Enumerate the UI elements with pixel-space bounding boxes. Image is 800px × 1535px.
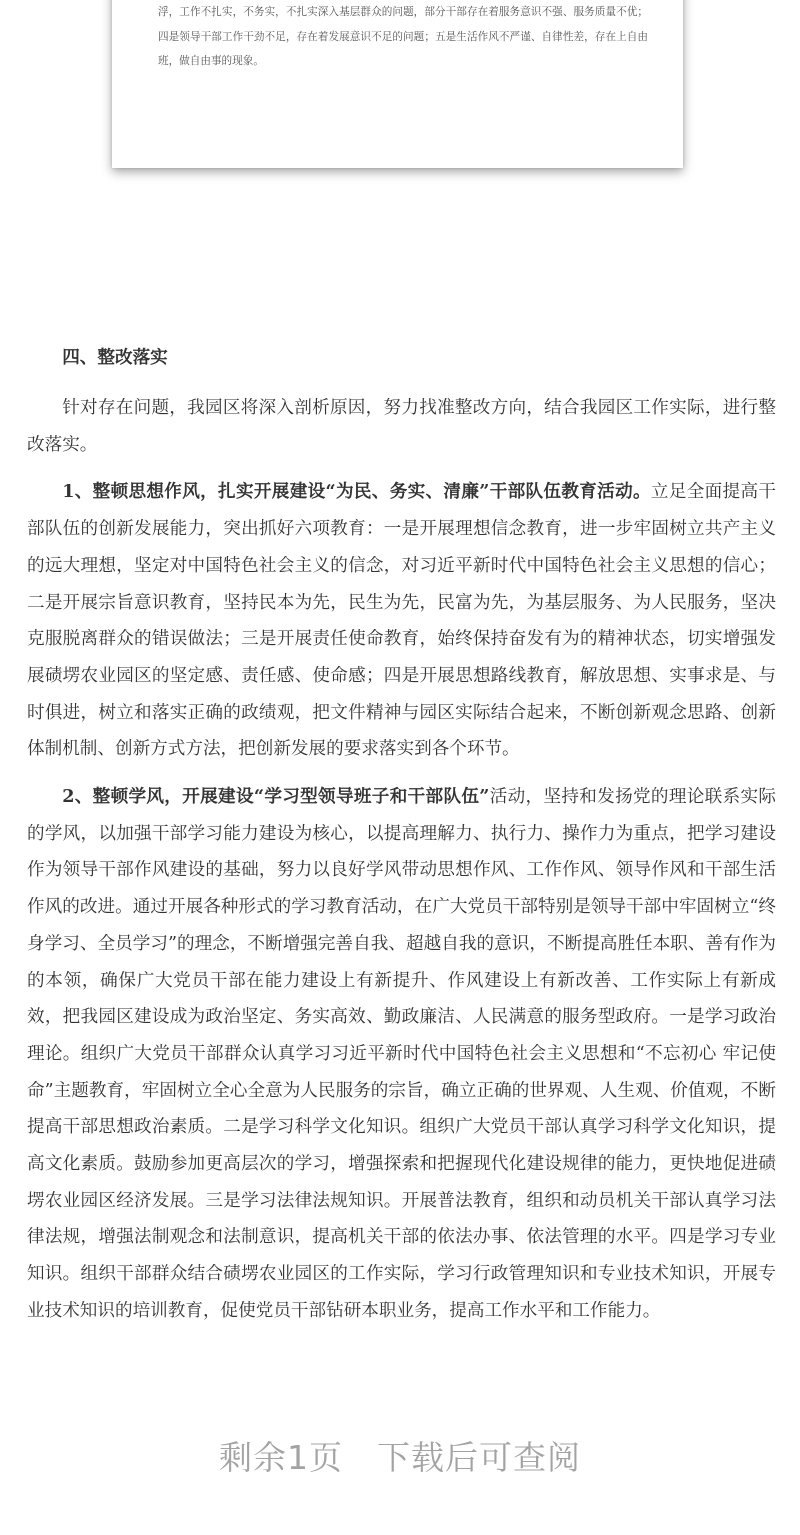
paragraph-item-2 xyxy=(27,779,776,1330)
item-1-title: 1、整顿思想作风，扎实开展建设“为民、务实、清廉”干部队伍教育活动。 xyxy=(62,481,651,503)
section-heading: 四、整改落实 xyxy=(62,347,168,368)
preview-page-card xyxy=(112,0,683,168)
download-hint-label[interactable]: 下载后可查阅 xyxy=(377,1438,581,1477)
download-prompt[interactable] xyxy=(0,1432,800,1479)
item-2-body: 活动，坚持和发扬党的理论联系实际的学风，以加强干部学习能力建设为核心，以提高理解力、执行力、操作力为重点，把学习建设作为领导干部作风建设的基础，努力以良好学风带动思想作风、工作作风、领导作风和干部生活作风的改进。通过开展各种形式的学习教育活动，在广大党员干部特别是领导干部中牢固树立“终身学习、全员学习”的理念，不断增强完善自我、超越自我的意识，不断提高胜任本职、善有作为的本领，确保广大党员干部在能力建设上有新提升、作风建设上有新改善、工作实际上有新成效，把我园区建设成为政治坚定、务实高效、勤政廉洁、人民满意的服务型政府。一是学习政治理论。组织广大党员干部群众认真学习习近平新时代中国特色社会主义思想和“不忘初心 牢记使命”主题教育，牢固树立全心全意为人民服务的宗旨，确立正确的世界观、人生观、价值观，不断提高干部思想政治素质。二是学习科学文化知识。组织广大党员干部认真学习科学文化知识，提高文化素质。鼓励参加更高层次的学习，增强探索和把握现代化建设规律的能力，更快地促进碛塄农业园区经济发展。三是学习法律法规知识。开展普法教育，组织和动员机关干部认真学习法律法规，增强法制观念和法制意识，提高机关干部的依法办事、依法管理的水平。四是学习专业知识。组织干部群众结合碛塄农业园区的工作实际，学习行政管理知识和专业技术知识，开展专业技术知识的培训教育，促使党员干部钻研本职业务，提高工作水平和工作能力。 xyxy=(27,787,776,1321)
item-1-body: 立足全面提高干部队伍的创新发展能力，突出抓好六项教育：一是开展理想信念教育，进一步牢固树立共产主义的远大理想，坚定对中国特色社会主义的信念，对习近平新时代中国特色社会主义思想的信心；二是开展宗旨意识教育，坚持民本为先，民生为先，民富为先，为基层服务、为人民服务，坚决克服脱离群众的错误做法；三是开展责任使命教育，始终保持奋发有为的精神状态，切实增强发展碛塄农业园区的坚定感、责任感、使命感；四是开展思想路线教育，解放思想、实事求是、与时俱进，树立和落实正确的政绩观，把文件精神与园区实际结合起来，不断创新观念思路、创新体制机制、创新方式方法，把创新发展的要求落实到各个环节。 xyxy=(27,482,776,760)
paragraph-item-1 xyxy=(27,474,776,768)
item-2-title: 2、整顿学风，开展建设“学习型领导班子和干部队伍” xyxy=(62,786,490,808)
remaining-pages-label: 剩余1页 xyxy=(219,1438,343,1477)
intro-paragraph: 针对存在问题，我园区将深入剖析原因，努力找准整改方向，结合我园区工作实际，进行整改落实。 xyxy=(27,398,776,455)
document-body xyxy=(27,340,776,1330)
preview-card-text: 浮，工作不扎实，不务实，不扎实深入基层群众的问题，部分干部存在着服务意识不强、服务质量不优；四是领导干部工作干劲不足，存在着发展意识不足的问题；五是生活作风不严谨、自律性差，存在上自由班，做自由事的现象。 xyxy=(158,6,648,67)
